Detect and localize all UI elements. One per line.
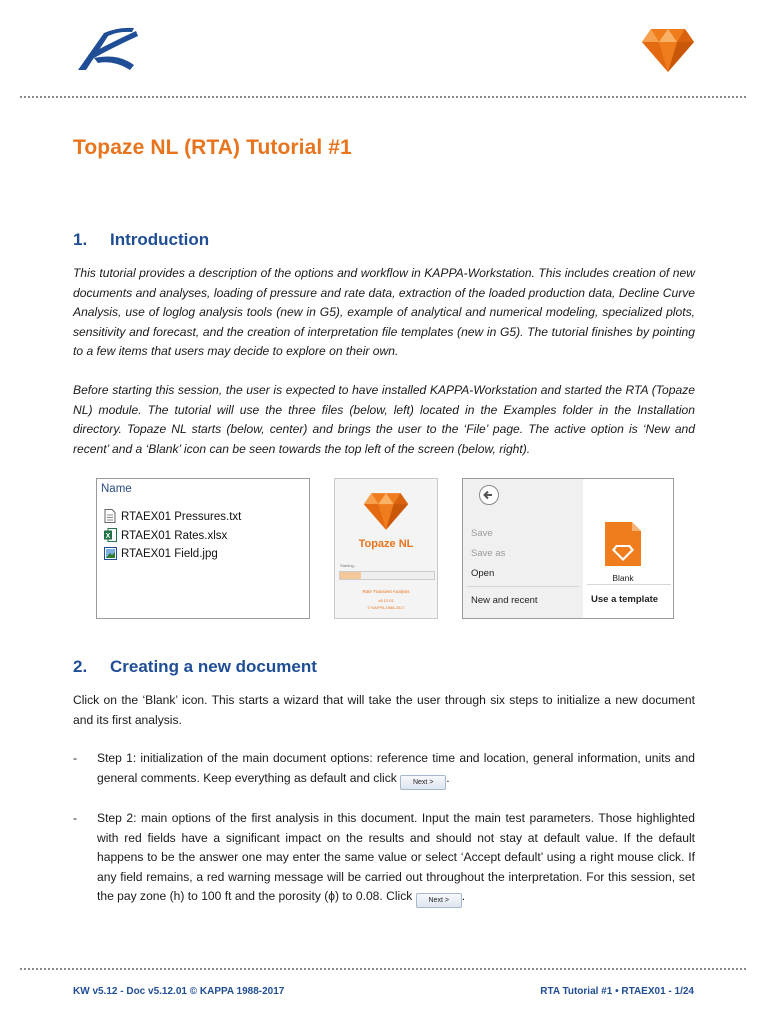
file-item[interactable]	[104, 509, 241, 523]
topaze-gem-icon	[363, 491, 409, 536]
create-paragraph-1: Click on the ‘Blank’ icon. This starts a wizard that will take the user through six steps to initialize a new document and its first analysis.	[73, 693, 695, 727]
menu-item-open[interactable]: Open	[471, 568, 495, 579]
section-heading-creating-document	[73, 657, 317, 677]
step-1-text: Step 1: initialization of the main document options: reference time and location, general information, units and general comments. Keep everything as default and click Next > .	[97, 749, 695, 790]
header-divider	[20, 96, 746, 98]
file-list-header: Name	[101, 483, 132, 495]
menu-divider	[467, 586, 579, 587]
splash-progress-bar	[339, 571, 435, 580]
figure-file-menu	[462, 478, 674, 619]
template-divider	[587, 584, 671, 585]
topaze-gem-logo	[641, 27, 695, 73]
page-title: Topaze NL (RTA) Tutorial #1	[73, 136, 352, 159]
menu-item-save[interactable]: Save	[471, 528, 493, 539]
splash-subtitle: Rate Transient Analysis	[362, 589, 410, 594]
step-2-text: Step 2: main options of the first analysis in this document. Input the main test parameters. Those highlighted with red fields have a significant impact on the results and should not stay at default value. If the default happens to be the answer one may enter the same value or select ‘Accept default’ using a right mouse click. If any field remains, a red warning message will be carried out throughout the interpretation. For this session, set the pay zone (h) to 100 ft and the porosity (ϕ) to 0.08. Click Next > .	[97, 809, 695, 908]
file-name: RTAEX01 Pressures.txt	[121, 511, 242, 523]
file-item[interactable]	[104, 528, 227, 542]
file-item[interactable]	[104, 547, 218, 561]
use-template-label[interactable]: Use a template	[591, 594, 659, 605]
section-heading-introduction	[73, 230, 209, 250]
file-name: RTAEX01 Rates.xlsx	[121, 530, 228, 542]
section-number: 2.	[73, 657, 88, 676]
menu-item-new-and-recent[interactable]: New and recent	[471, 595, 538, 606]
svg-text:X: X	[105, 533, 111, 540]
figure-file-list	[96, 478, 310, 619]
splash-loading-text: Starting...	[340, 563, 358, 568]
intro-paragraph-1: This tutorial provides a description of the options and workflow in KAPPA-Workstation. This includes creation of new documents and analyses, loading of pressure and rate data, extraction of the loaded production data, Decline Curve Analysis, use of loglog analysis tools (new in G5), example of analytical and numerical modeling, specialized plots, sensitivity and forecast, and the creation of interpretation file templates (new in G5). The tutorial finishes by pointing to a few items that users may decide to explore on their own.	[73, 266, 695, 358]
section-number: 1.	[73, 230, 88, 249]
splash-product-name: Topaze NL	[358, 538, 414, 550]
section-title: Introduction	[110, 230, 210, 249]
next-button[interactable]: Next >	[416, 893, 462, 908]
splash-version: v5.12.01	[378, 598, 394, 603]
footer-right: RTA Tutorial #1 • RTAEX01 - 1/24	[540, 986, 694, 997]
back-arrow-icon[interactable]	[478, 484, 500, 511]
figure-splash-screen	[334, 478, 438, 619]
blank-document-button[interactable]	[604, 521, 642, 567]
excel-file-icon	[104, 528, 116, 542]
splash-copyright: © KAPPA 1988-2017	[367, 605, 405, 610]
kappa-logo	[74, 25, 142, 75]
footer-divider	[20, 968, 746, 970]
text-file-icon	[104, 509, 116, 523]
file-name: RTAEX01 Field.jpg	[121, 548, 218, 560]
blank-label: Blank	[612, 573, 634, 583]
intro-paragraph-2: Before starting this session, the user is expected to have installed KAPPA-Workstation and started the RTA (Topaze NL) module. The tutorial will use the three files (below, left) located in the Examples folder in the Installation directory. Topaze NL starts (below, center) and brings the user to the ‘File’ page. The active option is ‘New and recent’ and a ‘Blank’ icon can be seen towards the top left of the screen (below, right).	[73, 383, 695, 456]
next-button[interactable]: Next >	[400, 775, 446, 790]
bullet-dash: -	[73, 811, 78, 825]
footer-left: KW v5.12 - Doc v5.12.01 © KAPPA 1988-2017	[73, 986, 285, 997]
menu-item-save-as[interactable]: Save as	[471, 548, 506, 559]
image-file-icon	[104, 547, 116, 561]
section-title: Creating a new document	[110, 657, 317, 676]
bullet-dash: -	[73, 751, 78, 765]
